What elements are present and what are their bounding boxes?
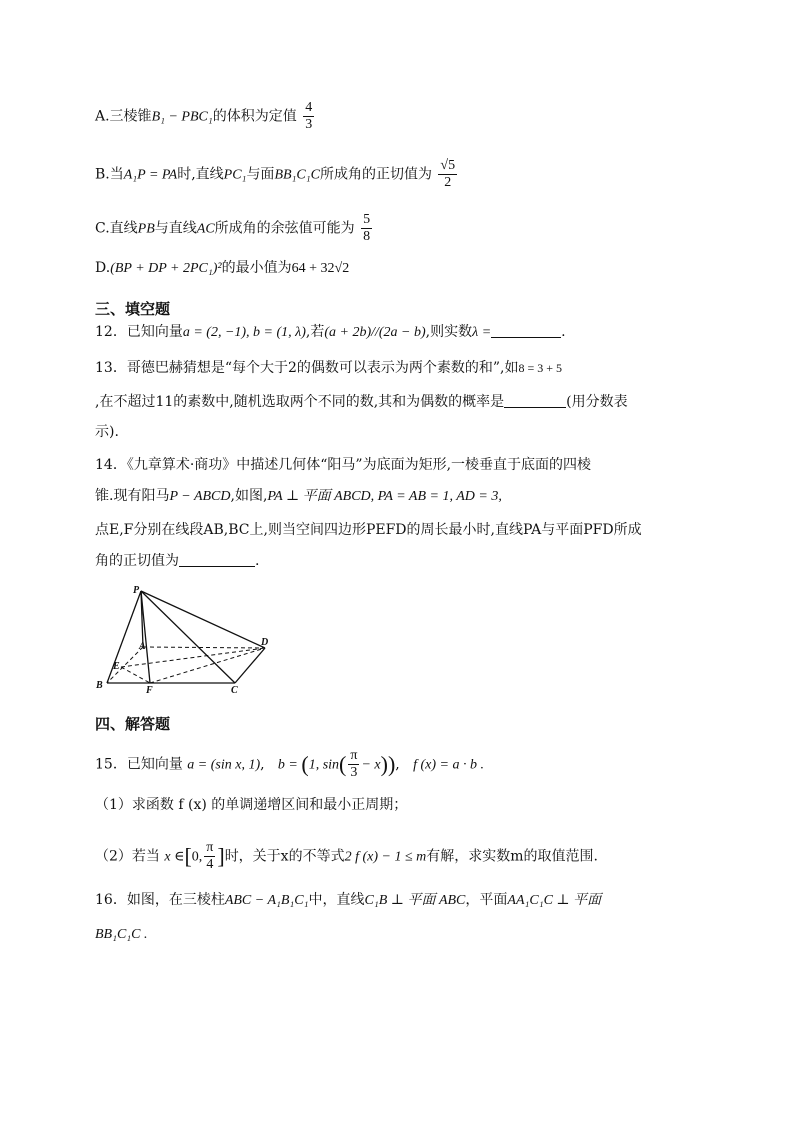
question-12: 12．已知向量a = (2, −1), b = (1, λ),若(a + 2b)//(2a − b),则实数λ = . (95, 324, 566, 340)
label-b: B (96, 680, 103, 691)
label-f: F (146, 685, 153, 695)
label-a: A (139, 641, 146, 652)
option-a: A.三棱锥B₁ − PBC₁的体积为定值 $\frac{4}{3}$ (95, 100, 313, 132)
question-15-part-2: （2）若当 x ∈[0, $\frac{\pi}{4}$ ]时，关于x的不等式2 f (x) − 1 ≤ m有解，求实数m的取值范围. (95, 840, 598, 872)
label-e: E (113, 661, 120, 672)
answer-blank (179, 552, 255, 567)
question-14-line-4: 角的正切值为 . (95, 553, 260, 569)
fraction: $\frac{4}{3}$ (305, 100, 313, 132)
answer-blank (491, 323, 561, 338)
question-13-line-2: ,在不超过11的素数中,随机选取两个不同的数,其和为偶数的概率是 (用分数表 (95, 394, 628, 410)
label-c: C (231, 685, 238, 695)
question-15-part-1: （1）求函数 f (x) 的单调递增区间和最小正周期； (95, 797, 408, 813)
pyramid-figure (95, 585, 275, 695)
question-15: 15．已知向量 a = (sin x, 1), b = (1, sin( $\frac{\pi}{3}$ − x)), f (x) = a · b . (95, 748, 484, 780)
question-13-line-3: 示). (95, 424, 119, 440)
question-14-line-1: 14．《九章算术·商功》中描述几何体“阳马”为底面为矩形,一棱垂直于底面的四棱 (95, 457, 592, 473)
question-13-line-1: 13．哥德巴赫猜想是“每个大于2的偶数可以表示为两个素数的和”,如8 = 3 + 5 (95, 360, 563, 376)
question-14-line-3: 点E,F分别在线段AB,BC上,则当空间四边形PEFD的周长最小时,直线PA与平面PFD所成 (95, 522, 642, 538)
answer-blank (504, 393, 566, 408)
label-d: D (261, 637, 269, 648)
question-16-line-2: BB₁C₁C . (95, 927, 148, 942)
section-heading-answers: 四、解答题 (95, 715, 171, 733)
label-p: P (133, 585, 140, 596)
option-d: D.(BP + DP + 2PC₁)²的最小值为64 + 32√2 (95, 260, 350, 276)
option-b: B.当A₁P = PA时,直线PC₁与面BB₁C₁C所成角的正切值为 $\frac{√5}{2}$ (95, 158, 456, 190)
fraction: $\frac{√5}{2}$ (440, 158, 456, 190)
option-c: C.直线PB与直线AC所成角的余弦值可能为 $\frac{5}{8}$ (95, 212, 371, 244)
question-16-line-1: 16．如图，在三棱柱ABC − A₁B₁C₁中，直线C₁B ⊥ 平面 ABC，平面AA₁C₁C ⊥ 平面 (95, 892, 602, 908)
question-14-line-2: 锥.现有阳马P − ABCD,如图,PA ⊥ 平面 ABCD, PA = AB = 1, AD = 3, (95, 488, 502, 504)
fraction: $\frac{5}{8}$ (363, 212, 371, 244)
section-heading-fill-in: 三、填空题 (95, 300, 171, 318)
